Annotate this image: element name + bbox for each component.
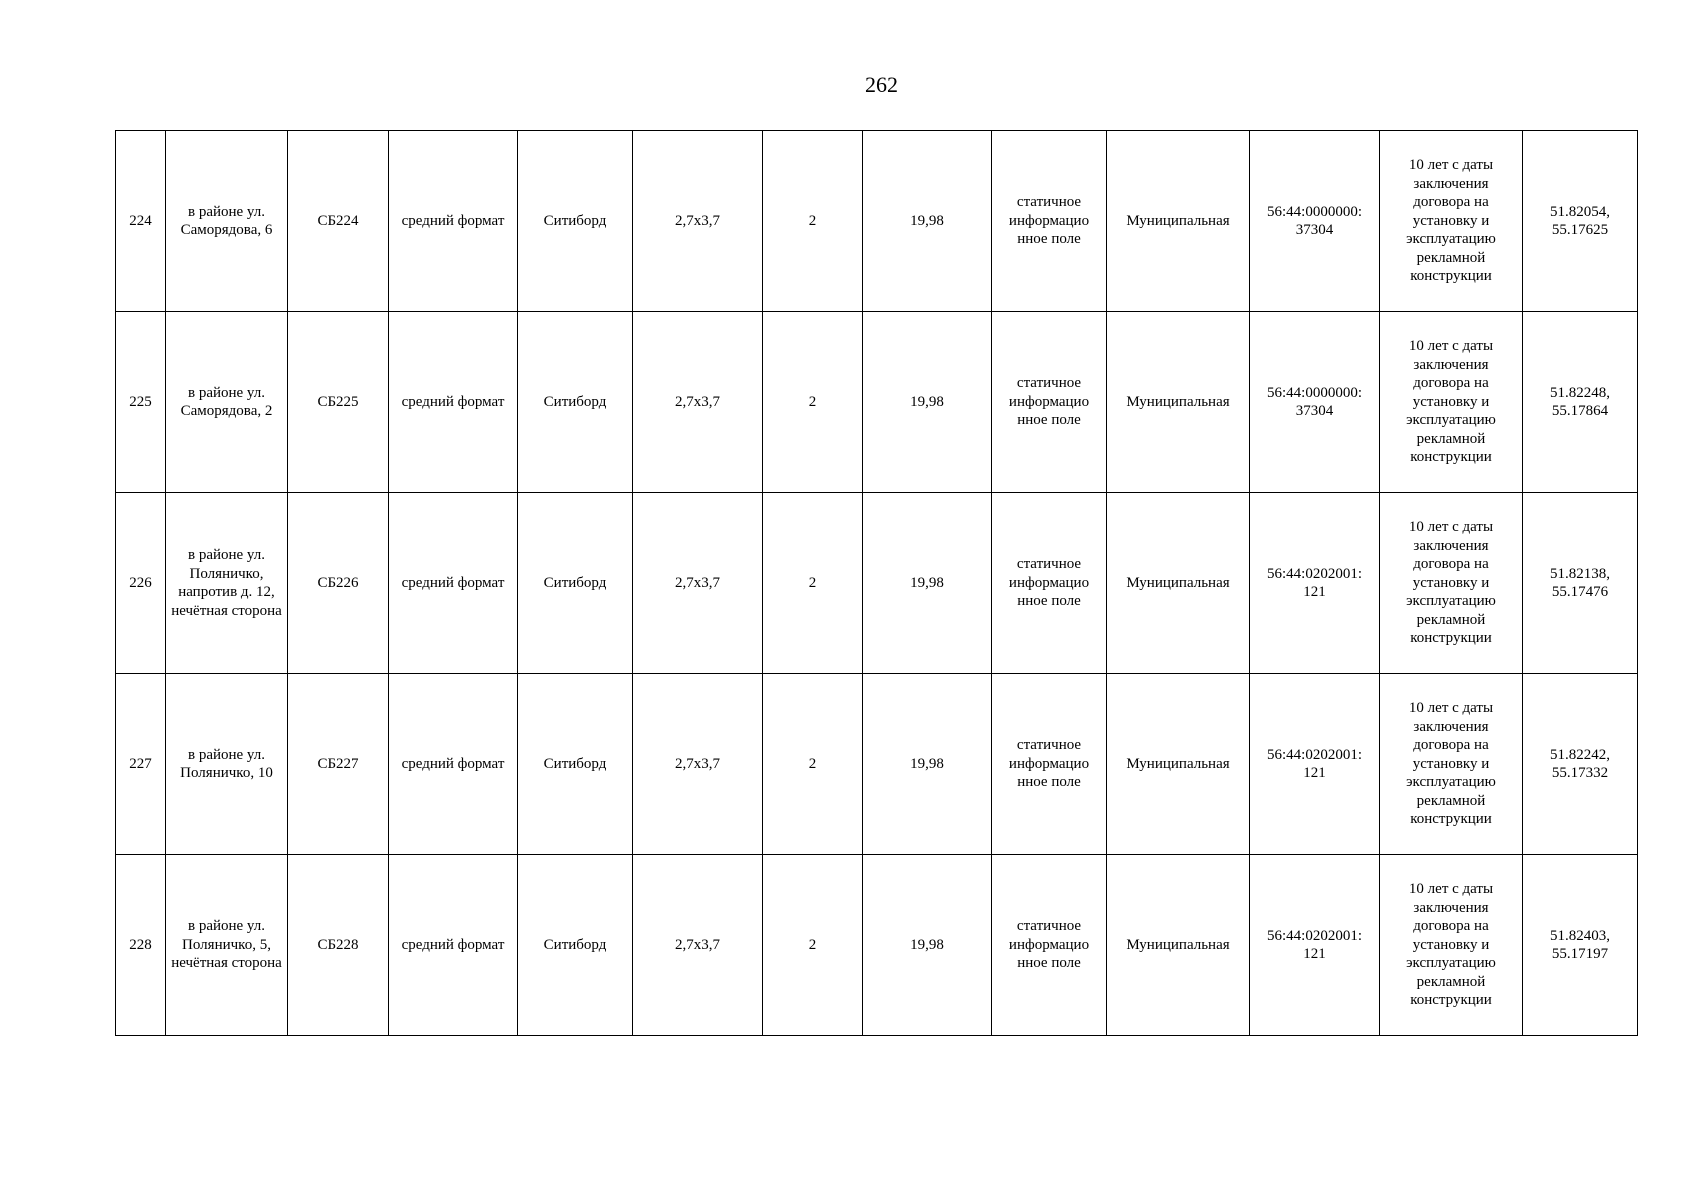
format: средний формат [389, 674, 518, 855]
structure-type: Ситиборд [518, 855, 633, 1036]
area: 19,98 [863, 493, 992, 674]
structure-code: СБ225 [288, 312, 389, 493]
ownership: Муниципальная [1107, 131, 1250, 312]
coordinates: 51.82242, 55.17332 [1523, 674, 1638, 855]
table-row [116, 674, 1638, 855]
page-number: 262 [865, 72, 898, 97]
sides-count: 2 [763, 855, 863, 1036]
dimensions: 2,7х3,7 [633, 493, 763, 674]
dimensions: 2,7х3,7 [633, 312, 763, 493]
info-field-type: статичное информацио нное поле [992, 312, 1107, 493]
table-row [116, 312, 1638, 493]
ownership: Муниципальная [1107, 493, 1250, 674]
format: средний формат [389, 312, 518, 493]
location-address: в районе ул. Поляничко, 5, нечётная сторона [166, 855, 288, 1036]
term: 10 лет с даты заключения договора на установку и эксплуатацию рекламной конструкции [1380, 131, 1523, 312]
term: 10 лет с даты заключения договора на установку и эксплуатацию рекламной конструкции [1380, 674, 1523, 855]
sides-count: 2 [763, 131, 863, 312]
advertising-structures-table [115, 130, 1638, 1036]
area: 19,98 [863, 674, 992, 855]
sides-count: 2 [763, 312, 863, 493]
sides-count: 2 [763, 493, 863, 674]
info-field-type: статичное информацио нное поле [992, 131, 1107, 312]
cadastral-number: 56:44:0202001: 121 [1250, 493, 1380, 674]
row-number: 224 [116, 131, 166, 312]
area: 19,98 [863, 312, 992, 493]
term: 10 лет с даты заключения договора на установку и эксплуатацию рекламной конструкции [1380, 855, 1523, 1036]
coordinates: 51.82248, 55.17864 [1523, 312, 1638, 493]
cadastral-number: 56:44:0000000: 37304 [1250, 131, 1380, 312]
term: 10 лет с даты заключения договора на установку и эксплуатацию рекламной конструкции [1380, 312, 1523, 493]
dimensions: 2,7х3,7 [633, 674, 763, 855]
area: 19,98 [863, 855, 992, 1036]
cadastral-number: 56:44:0202001: 121 [1250, 674, 1380, 855]
ownership: Муниципальная [1107, 312, 1250, 493]
structure-code: СБ228 [288, 855, 389, 1036]
dimensions: 2,7х3,7 [633, 855, 763, 1036]
location-address: в районе ул. Поляничко, 10 [166, 674, 288, 855]
location-address: в районе ул. Поляничко, напротив д. 12, нечётная сторона [166, 493, 288, 674]
structure-type: Ситиборд [518, 674, 633, 855]
term: 10 лет с даты заключения договора на установку и эксплуатацию рекламной конструкции [1380, 493, 1523, 674]
ownership: Муниципальная [1107, 674, 1250, 855]
location-address: в районе ул. Саморядова, 2 [166, 312, 288, 493]
format: средний формат [389, 131, 518, 312]
row-number: 227 [116, 674, 166, 855]
structure-type: Ситиборд [518, 493, 633, 674]
structure-code: СБ227 [288, 674, 389, 855]
format: средний формат [389, 855, 518, 1036]
table-row [116, 855, 1638, 1036]
cadastral-number: 56:44:0202001: 121 [1250, 855, 1380, 1036]
info-field-type: статичное информацио нное поле [992, 855, 1107, 1036]
row-number: 226 [116, 493, 166, 674]
table-row [116, 131, 1638, 312]
structure-code: СБ224 [288, 131, 389, 312]
sides-count: 2 [763, 674, 863, 855]
row-number: 225 [116, 312, 166, 493]
structure-type: Ситиборд [518, 312, 633, 493]
coordinates: 51.82138, 55.17476 [1523, 493, 1638, 674]
dimensions: 2,7х3,7 [633, 131, 763, 312]
table-row [116, 493, 1638, 674]
row-number: 228 [116, 855, 166, 1036]
ownership: Муниципальная [1107, 855, 1250, 1036]
coordinates: 51.82054, 55.17625 [1523, 131, 1638, 312]
format: средний формат [389, 493, 518, 674]
coordinates: 51.82403, 55.17197 [1523, 855, 1638, 1036]
area: 19,98 [863, 131, 992, 312]
location-address: в районе ул. Саморядова, 6 [166, 131, 288, 312]
structure-type: Ситиборд [518, 131, 633, 312]
info-field-type: статичное информацио нное поле [992, 493, 1107, 674]
info-field-type: статичное информацио нное поле [992, 674, 1107, 855]
cadastral-number: 56:44:0000000: 37304 [1250, 312, 1380, 493]
table-body [116, 131, 1638, 1036]
structure-code: СБ226 [288, 493, 389, 674]
